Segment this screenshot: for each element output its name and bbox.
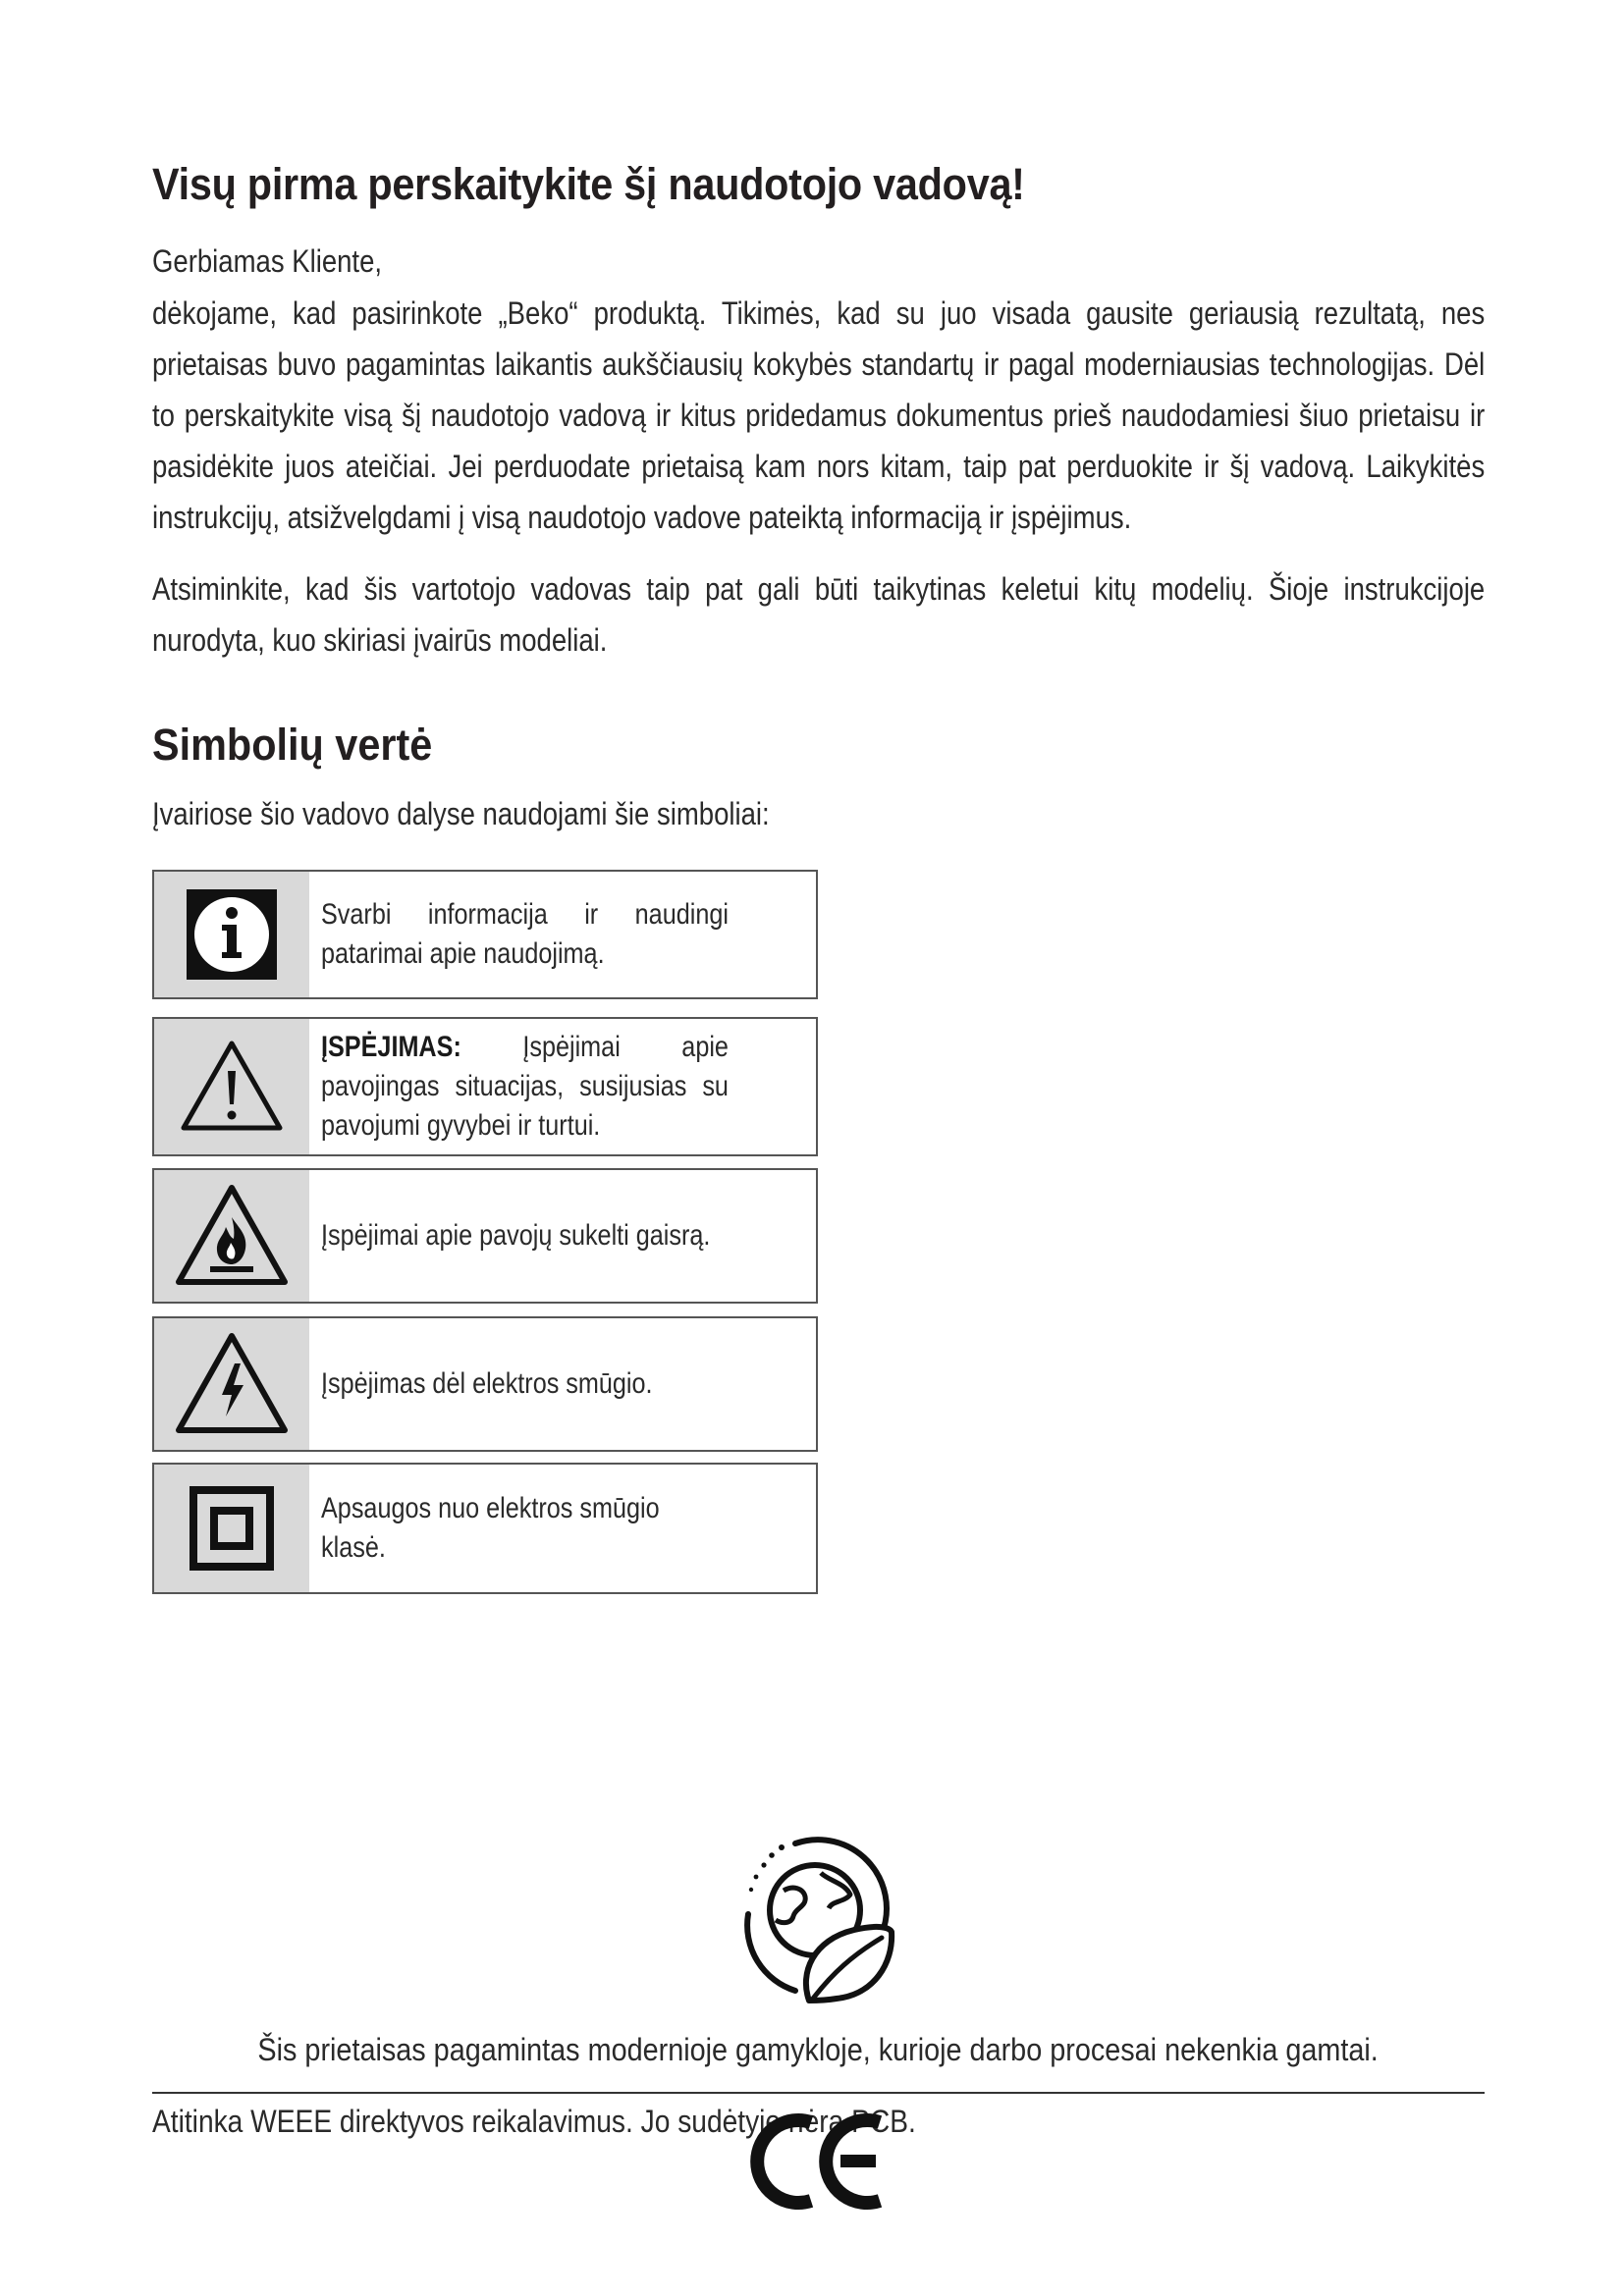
electric-shock-icon <box>154 1318 309 1450</box>
intro-paragraph: dėkojame, kad pasirinkote „Beko“ produktą. Tikimės, kad su juo visada gausite geriausią rezultatą, nes prietaisas buvo pagamintas laikantis aukščiausių kokybės standartų ir pagal moderniausias technologijas. Dėl to perskaitykite visą šį naudotojo vadovą ir kitus pridedamus dokumentus prieš naudodamiesi šiuo prietaisu ir pasidėkite juos ateičiai. Jei perduodate prietaisą kam nors kitam, taip pat perduokite ir šį vadovą. Laikykitės instrukcijų, atsižvelgdami į visą naudotojo vadove pateiktą informaciją ir įspėjimus. <box>152 295 1486 535</box>
symbol-row-fire <box>152 1168 818 1304</box>
eco-globe-leaf-icon <box>734 1826 901 2012</box>
symbols-heading: Simbolių vertė <box>152 720 433 770</box>
symbol-description: Apsaugos nuo elektros smūgio klasė. <box>321 1492 660 1564</box>
symbol-row-protection-class <box>152 1463 818 1594</box>
warning-label: ĮSPĖJIMAS: <box>321 1031 461 1063</box>
divider-line <box>152 2092 1485 2094</box>
symbol-row-warning <box>152 1017 818 1156</box>
symbol-row-info <box>152 870 818 999</box>
greeting-text: Gerbiamas Kliente, <box>152 243 383 279</box>
models-note-paragraph: Atsiminkite, kad šis vartotojo vadovas taip pat gali būti taikytinas keletui kitų modelių. Šioje instrukcijoje nurodyta, kuo skiriasi įvairūs modeliai. <box>152 571 1486 658</box>
symbols-intro: Įvairiose šio vadovo dalyse naudojami šie simboliai: <box>152 796 770 831</box>
symbol-description: Įspėjimas dėl elektros smūgio. <box>321 1367 653 1400</box>
page-title: Visų pirma perskaitykite šį naudotojo vadovą! <box>152 159 1025 209</box>
info-icon <box>154 872 309 997</box>
weee-statement: Atitinka WEEE direktyvos reikalavimus. Jo sudėtyje nėra PCB. <box>152 2104 916 2139</box>
protection-class-icon <box>154 1465 309 1592</box>
symbol-description: Svarbi informacija ir naudingi patarimai apie naudojimą. <box>321 898 729 970</box>
symbol-description: Įspėjimai apie pavojų sukelti gaisrą. <box>321 1219 711 1252</box>
eco-statement: Šis prietaisas pagamintas modernioje gamykloje, kurioje darbo procesai nekenkia gamtai. <box>257 2032 1380 2067</box>
symbol-row-electric <box>152 1316 818 1452</box>
fire-hazard-icon <box>154 1170 309 1302</box>
ce-mark-icon <box>746 2109 892 2215</box>
symbol-description: ĮSPĖJIMAS: Įspėjimai apie pavojingas situacijas, susijusias su pavojumi gyvybei ir turtui. <box>321 1031 729 1142</box>
warning-icon <box>154 1019 309 1154</box>
